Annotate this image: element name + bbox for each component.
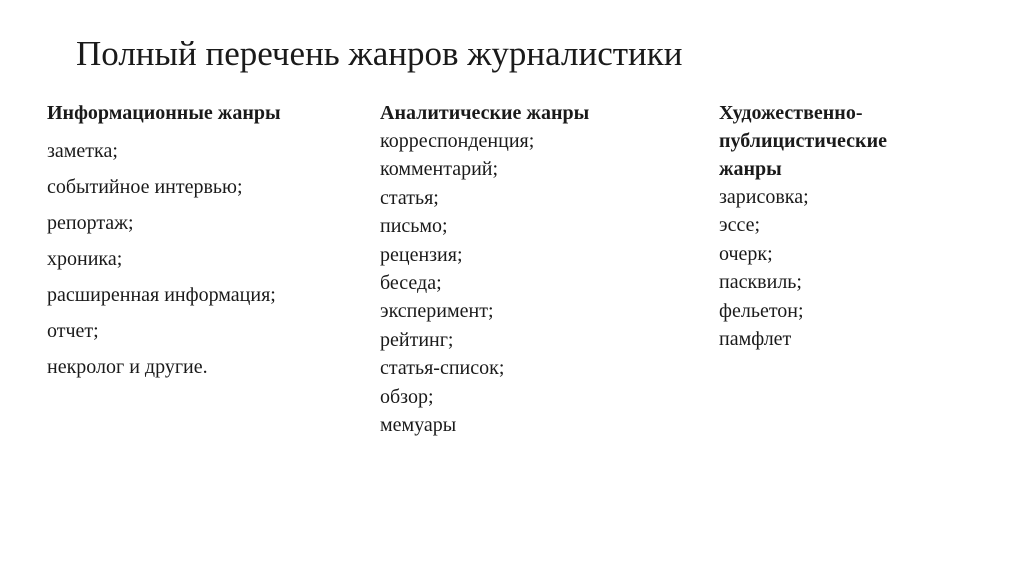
list-item: пасквиль;: [719, 271, 802, 294]
column-heading-line: жанры: [719, 158, 782, 180]
column-heading-line: публицистические: [719, 130, 887, 152]
list-item: расширенная информация;: [47, 284, 276, 306]
list-item: памфлет: [719, 328, 792, 351]
list-item: беседа;: [380, 272, 442, 295]
list-item: эксперимент;: [380, 300, 494, 323]
genre-list: [719, 183, 1009, 353]
list-item: зарисовка;: [719, 186, 809, 208]
list-item: корреспонденция;: [380, 130, 535, 152]
list-item: очерк;: [719, 242, 773, 265]
column-heading: Информационные жанры: [47, 102, 281, 124]
list-item: рецензия;: [380, 243, 463, 266]
list-item: заметка;: [47, 140, 118, 162]
list-item: отчет;: [47, 320, 99, 342]
slide-title: Полный перечень жанров журналистики: [76, 34, 683, 73]
list-item: обзор;: [380, 385, 434, 408]
list-item: рейтинг;: [380, 328, 454, 351]
list-item: фельетон;: [719, 299, 804, 322]
column-information-genres: [47, 99, 347, 385]
list-item: статья-список;: [380, 357, 505, 380]
list-item: хроника;: [47, 248, 123, 270]
list-item: мемуары: [380, 414, 457, 437]
column-heading-line: Художественно-: [719, 102, 863, 124]
list-item: эссе;: [719, 214, 761, 237]
genre-list: [380, 127, 680, 439]
column-artistic-genres: [719, 99, 1009, 353]
column-heading: [719, 99, 1009, 183]
column-heading: Аналитические жанры: [380, 102, 590, 124]
list-item: статья;: [380, 186, 439, 209]
column-analytical-genres: [380, 99, 680, 439]
genre-list: [47, 133, 347, 385]
list-item: письмо;: [380, 215, 448, 238]
list-item: событийное интервью;: [47, 176, 243, 198]
list-item: комментарий;: [380, 158, 499, 181]
list-item: репортаж;: [47, 212, 134, 234]
list-item: некролог и другие.: [47, 356, 208, 378]
